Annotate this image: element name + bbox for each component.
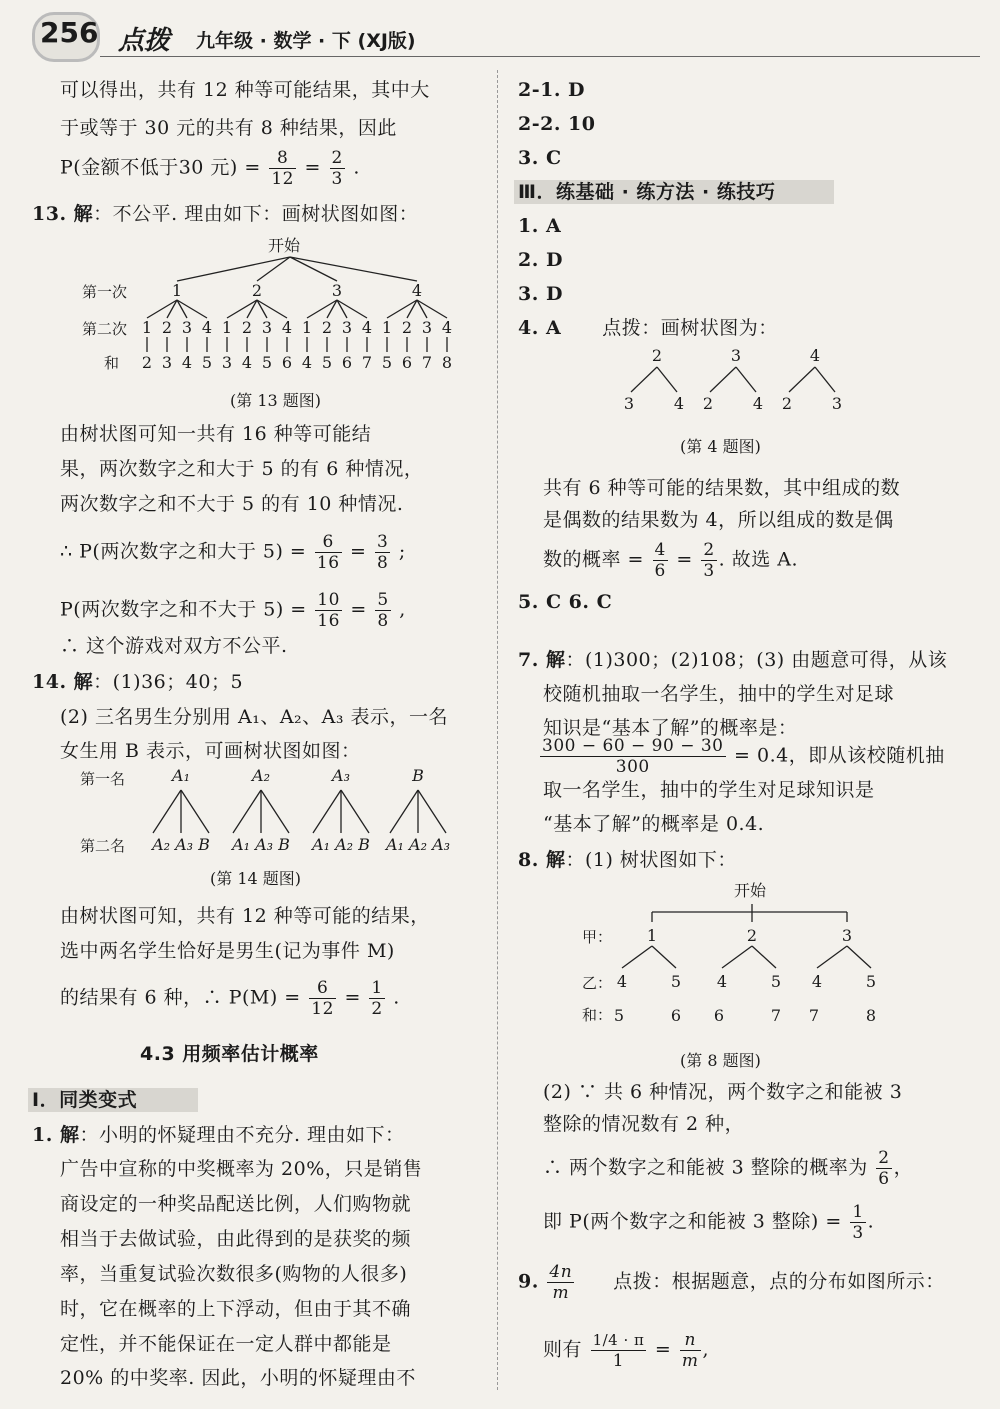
tree-node-sum: 5 [261,353,273,372]
tree-node-second: 5 [770,972,782,991]
tree-node-first: 1 [646,926,658,945]
tree-row-label: 乙： [582,974,613,992]
tree-branch [752,946,776,968]
tree-node-sum: 4 [241,353,253,372]
tree-node-first: 2 [251,281,263,300]
tree-node-second: 3 [421,318,433,337]
fraction: $\frac{300 - 60 - 90 - 30}{300}$ [542,736,724,777]
probability-line: 的结果有 6 种，∴ P(M) = $\frac{6}{12}$ = $\frac{1}{2}$ . [60,978,400,1019]
tree-node-sum: 3 [161,353,173,372]
text: P(两次数字之和不大于 5) = [60,598,307,621]
fraction: $\frac{5}{8}$ [377,590,389,631]
probability-line: 则有 $\frac{1/4 \cdot \pi}{1}$ = $\frac{n}{m}$ , [543,1330,710,1371]
tree-node-leaf: 3 [623,394,635,413]
text: . 故选 A. [718,548,799,571]
fraction: $\frac{8}{12}$ [271,148,294,189]
fraction: $\frac{2}{3}$ [703,540,715,581]
text-line: 两次数字之和不大于 5 的有 10 种情况. [60,493,404,515]
text-line: 于或等于 30 元的共有 8 种结果，因此 [60,117,397,139]
text-line: ∴ 这个游戏对双方不公平. [60,635,288,657]
tree-node-sum: 6 [670,1006,682,1025]
tree-node-leaf: 4 [752,394,764,413]
text: ∴ 两个数字之和能被 3 整除的概率为 [543,1156,868,1179]
probability-line: 数的概率 = $\frac{4}{6}$ = $\frac{2}{3}$ . 故选 A. [543,540,799,581]
fraction: $\frac{10}{16}$ [317,590,340,631]
tree-node-first: 1 [171,281,183,300]
tree-row-label: 第二次 [82,320,128,338]
text: 即 P(两个数字之和能被 3 整除) = [543,1210,842,1233]
question-9 [518,1262,945,1303]
text-line: 率，当重复试验次数很多(购物的人很多) [60,1263,408,1285]
text-line: 定性，并不能保证在一定人群中都能是 [60,1333,392,1355]
text-line: 广告中宣称的中奖概率为 20%，只是销售 [60,1158,423,1180]
fraction: $\frac{6}{16}$ [316,532,340,573]
tree-node-top: 3 [730,346,742,365]
text: 的结果有 6 种，∴ P(M) = [60,986,301,1009]
tree-node-second: 1 [301,318,313,337]
text-line: 是偶数的结果数为 4，所以组成的数是偶 [543,509,894,531]
tree-node-second: 5 [865,972,877,991]
text-line: “基本了解”的概率是 0.4. [543,813,765,835]
tree-node-second: 4 [361,318,373,337]
text: = 0.4，即从该校随机抽 [734,744,945,767]
answer-line: 2. D [518,249,563,271]
tree-node-second: 3 [181,318,193,337]
tree-node-second: 4 [201,318,213,337]
question-number: 13. 解 [32,203,94,225]
tree-node-sum: 7 [361,353,373,372]
tree-node-sum: 8 [865,1006,877,1025]
fraction: $\frac{4}{6}$ [654,540,666,581]
tree-node-first: 3 [841,926,853,945]
text: ：(1)36；40；5 [93,671,244,693]
tree-node-second: 4 [441,318,453,337]
tree-node-sum: 6 [281,353,293,372]
probability-line: ∴ P(两次数字之和大于 5) = $\frac{6}{16}$ = $\frac{3}{8}$ ; [60,532,406,573]
figure-caption: (第 14 题图) [210,869,302,888]
text: P(金额不低于30 元) = [60,156,261,179]
tree-node-second: 4 [281,318,293,337]
tree-node-second: 2 [321,318,333,337]
tree-node-sum: 7 [421,353,433,372]
section-title: 4.3 用频率估计概率 [140,1043,319,1065]
tree-row-label: 和 [104,354,120,372]
tree-node-first: 4 [411,281,423,300]
tree-node-first: A₁ [172,766,190,785]
tree-node-first: 3 [331,281,343,300]
question-number: 9. [518,1270,539,1293]
tree-node-second: 3 [341,318,353,337]
text-line: 可以得出，共有 12 种等可能结果，其中大 [60,79,430,101]
tree-node-second: 2 [161,318,173,337]
tree-row-label: 甲： [582,928,613,946]
fraction: $\frac{3}{8}$ [377,532,389,573]
fraction: $\frac{1}{3}$ [852,1202,864,1243]
tree-node-second: 1 [381,318,393,337]
tree-branch [652,946,676,968]
tree-node-second: 5 [670,972,682,991]
page-number: 256 [40,16,99,49]
brand-logo: 点拨 [118,26,171,56]
tree-node-sum: 7 [770,1006,782,1025]
tree-node-sum: 8 [441,353,453,372]
text: ， [893,1156,914,1179]
tree-branch [722,946,752,968]
fraction: $\frac{6}{12}$ [311,978,334,1019]
tree-node-first: 2 [746,926,758,945]
text-line: 由树状图可知，共有 12 种等可能的结果， [60,905,430,927]
text: ∴ P(两次数字之和大于 5) = [60,540,307,563]
figure-caption: (第 8 题图) [680,1051,761,1070]
figure-caption: (第 4 题图) [680,437,761,456]
probability-line [543,1148,913,1189]
tree-row-label: 第一名 [80,770,126,788]
text: 数的概率 = [543,548,644,571]
tree-row-label: 和： [582,1006,613,1024]
tree-branch [817,946,847,968]
text-line: 整除的情况数有 2 种， [543,1113,745,1135]
text: ：不公平. 理由如下：画树状图如图： [93,203,419,225]
tree-node-sum: 4 [301,353,313,372]
text: 则有 [543,1338,583,1361]
tree-node-sum: 2 [141,353,153,372]
tree-node-second: 2 [241,318,253,337]
text: . [353,156,360,179]
tree-node-top: 2 [651,346,663,365]
answer-line: 1. A [518,215,562,237]
answer: 4. A [518,317,562,339]
tree-node-first: A₃ [332,766,350,785]
text-line: 选中两名学生恰好是男生(记为事件 M) [60,940,395,962]
question-number: 1. 解 [32,1124,80,1146]
tree-node-second: A₁ A₂ A₃ [385,835,451,854]
tree-node-sum: 6 [713,1006,725,1025]
text-line: 商设定的一种奖品配送比例，人们购物就 [60,1193,412,1215]
tree-node-second: 3 [261,318,273,337]
tree-start-label: 开始 [734,881,767,900]
tree-node-first: B [412,766,424,785]
tree-node-second: 2 [401,318,413,337]
text: . [393,986,400,1009]
subsection-label: Ⅲ．练基础 · 练方法 · 练技巧 [518,181,776,203]
tree-node-second: A₂ A₃ B [152,835,210,854]
hint: 点拨：画树状图为： [602,317,778,339]
tree-node-sum: 6 [341,353,353,372]
text-line: 女生用 B 表示，可画树状图如图： [60,740,361,762]
figure-caption: (第 13 题图) [230,391,322,410]
tree-node-sum: 6 [401,353,413,372]
text-line: 知识是“基本了解”的概率是： [543,717,798,739]
tree-node-second: A₁ A₂ B [312,835,370,854]
question-number: 14. 解 [32,671,94,693]
subsection-label: Ⅰ．同类变式 [32,1089,138,1111]
answer-line: 3. C [518,147,562,169]
tree-start-label: 开始 [268,236,301,255]
question-number: 7. 解 [518,649,566,671]
probability-line: P(两次数字之和不大于 5) = $\frac{10}{16}$ = $\frac{5}{8}$ , [60,590,406,631]
tree-node-sum: 4 [181,353,193,372]
tree-node-leaf: 4 [673,394,685,413]
fraction: $\frac{1}{2}$ [371,978,383,1019]
question-number: 8. 解 [518,849,566,871]
fraction: $\frac{4n}{m}$ [549,1262,573,1303]
text: ：小明的怀疑理由不充分. 理由如下： [79,1124,405,1146]
tree-node-sum: 5 [381,353,393,372]
tree-node-second: 4 [616,972,628,991]
text-line: 时，它在概率的上下浮动，但由于其不确 [60,1298,412,1320]
tree-node-top: 4 [809,346,821,365]
tree-node-second: 1 [221,318,233,337]
tree-node-leaf: 3 [831,394,843,413]
text: ：(1) 树状图如下： [565,849,737,871]
tree-node-sum: 5 [321,353,333,372]
text-line: 相当于去做试验，由此得到的是获奖的频 [60,1228,412,1250]
tree-branch [847,946,871,968]
text-line: (2) ∵ 共 6 种情况，两个数字之和能被 3 [543,1081,903,1103]
probability-line [543,1202,874,1243]
tree-node-second: A₁ A₃ B [232,835,290,854]
fraction: $\frac{2}{6}$ [878,1148,890,1189]
text: = [304,156,321,179]
tree-branch [622,946,652,968]
tree-node-sum: 7 [808,1006,820,1025]
text-line: 共有 6 种等可能的结果数，其中组成的数 [543,477,901,499]
text-line: 取一名学生，抽中的学生对足球知识是 [543,779,875,801]
tree-row-label: 第一次 [82,283,128,301]
text: ; [398,540,406,563]
text-line: (2) 三名男生分别用 A₁、A₂、A₃ 表示，一名 [60,706,449,728]
tree-node-leaf: 2 [781,394,793,413]
answer-line: 3. D [518,283,563,305]
text-line: 由树状图可知一共有 16 种等可能结 [60,423,372,445]
tree-node-second: 4 [716,972,728,991]
tree-node-sum: 3 [221,353,233,372]
tree-node-first: A₂ [252,766,270,785]
tree-node-leaf: 2 [702,394,714,413]
question-1 [32,1121,405,1149]
tree-node-second: 1 [141,318,153,337]
text: , [399,598,406,621]
tree-node-sum: 5 [613,1006,625,1025]
text: , [702,1338,710,1361]
text-line: 校随机抽取一名学生，抽中的学生对足球 [543,683,895,705]
fraction: $\frac{2}{3}$ [331,148,343,189]
tree-row-label: 第二名 [80,837,126,855]
hint: 点拨：根据题意，点的分布如图所示： [613,1270,945,1293]
answer-line: 2-1. D [518,79,586,101]
text-line: 果，两次数字之和大于 5 的有 6 种情况， [60,458,424,480]
tree-node-sum: 5 [201,353,213,372]
answer-line: 2-2. 10 [518,113,596,135]
text: ：(1)300；(2)108；(3) 由题意可得，从该 [565,649,948,671]
tree-node-second: 4 [811,972,823,991]
answer-line: 5. C 6. C [518,591,613,613]
text-line: 20% 的中奖率. 因此，小明的怀疑理由不 [60,1367,416,1389]
fraction: $\frac{1/4 \cdot \pi}{1}$ [592,1331,645,1371]
header-meta: 九年级 · 数学 · 下 (XJ版) [196,30,416,52]
fraction: $\frac{n}{m}$ [681,1330,699,1371]
text: . [867,1210,875,1233]
